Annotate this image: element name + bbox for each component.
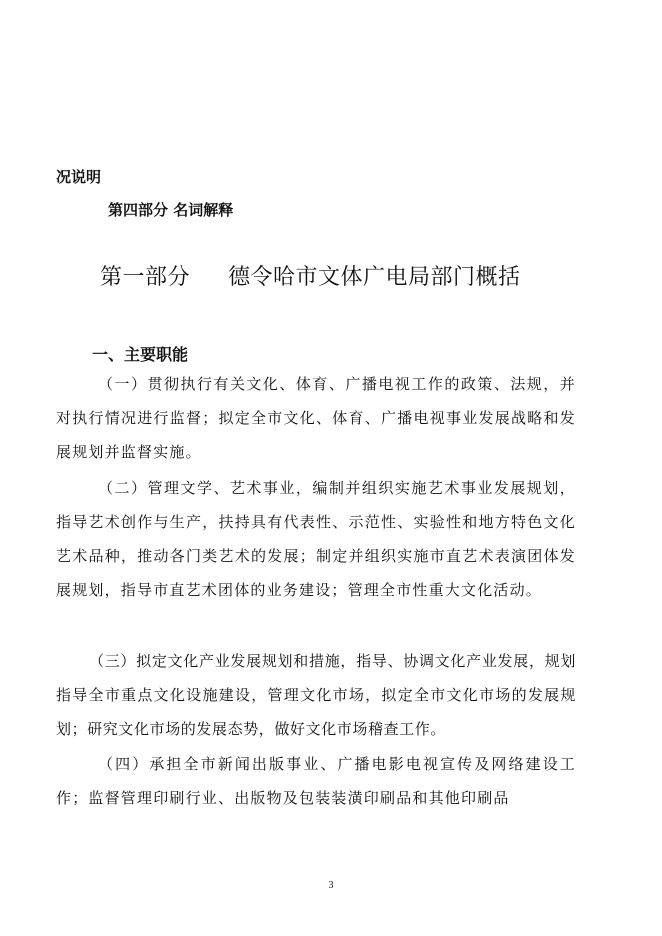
page-number: 3 bbox=[328, 880, 334, 891]
part-label: 第一部分 bbox=[100, 265, 191, 290]
paragraph-duty-3: （三）拟定文化产业发展规划和措施，指导、协调文化产业发展，规划指导全市重点文化设施建设，管理文化市场，拟定全市文化市场的发展规划；研究文化市场的发展态势，做好文化市场稽查工作。 bbox=[56, 652, 576, 738]
toc-fragment: 况说明 bbox=[56, 168, 102, 186]
section-heading: 一、主要职能 bbox=[92, 345, 189, 364]
paragraph-duty-4: （四）承担全市新闻出版事业、广播电影电视宣传及网络建设工作；监督管理印刷行业、出版物及包装装潢印刷品和其他印刷品 bbox=[56, 755, 576, 807]
toc-item-part4: 第四部分 名词解释 bbox=[108, 201, 234, 219]
part-title bbox=[100, 260, 521, 291]
part-heading-text: 德令哈市文体广电局部门概括 bbox=[228, 265, 521, 290]
paragraph-duty-2: （二）管理文学、艺术事业，编制并组织实施艺术事业发展规划，指导艺术创作与生产，扶持具有代表性、示范性、实验性和地方特色文化艺术品种，推动各门类艺术的发展；制定并组织实施市直艺术表演团体发展规划，指导市直艺术团体的业务建设；管理全市性重大文化活动。 bbox=[56, 479, 576, 599]
paragraph-duty-1: （一）贯彻执行有关文化、体育、广播电视工作的政策、法规，并对执行情况进行监督；拟定全市文化、体育、广播电视事业发展战略和发展规划并监督实施。 bbox=[56, 375, 576, 461]
